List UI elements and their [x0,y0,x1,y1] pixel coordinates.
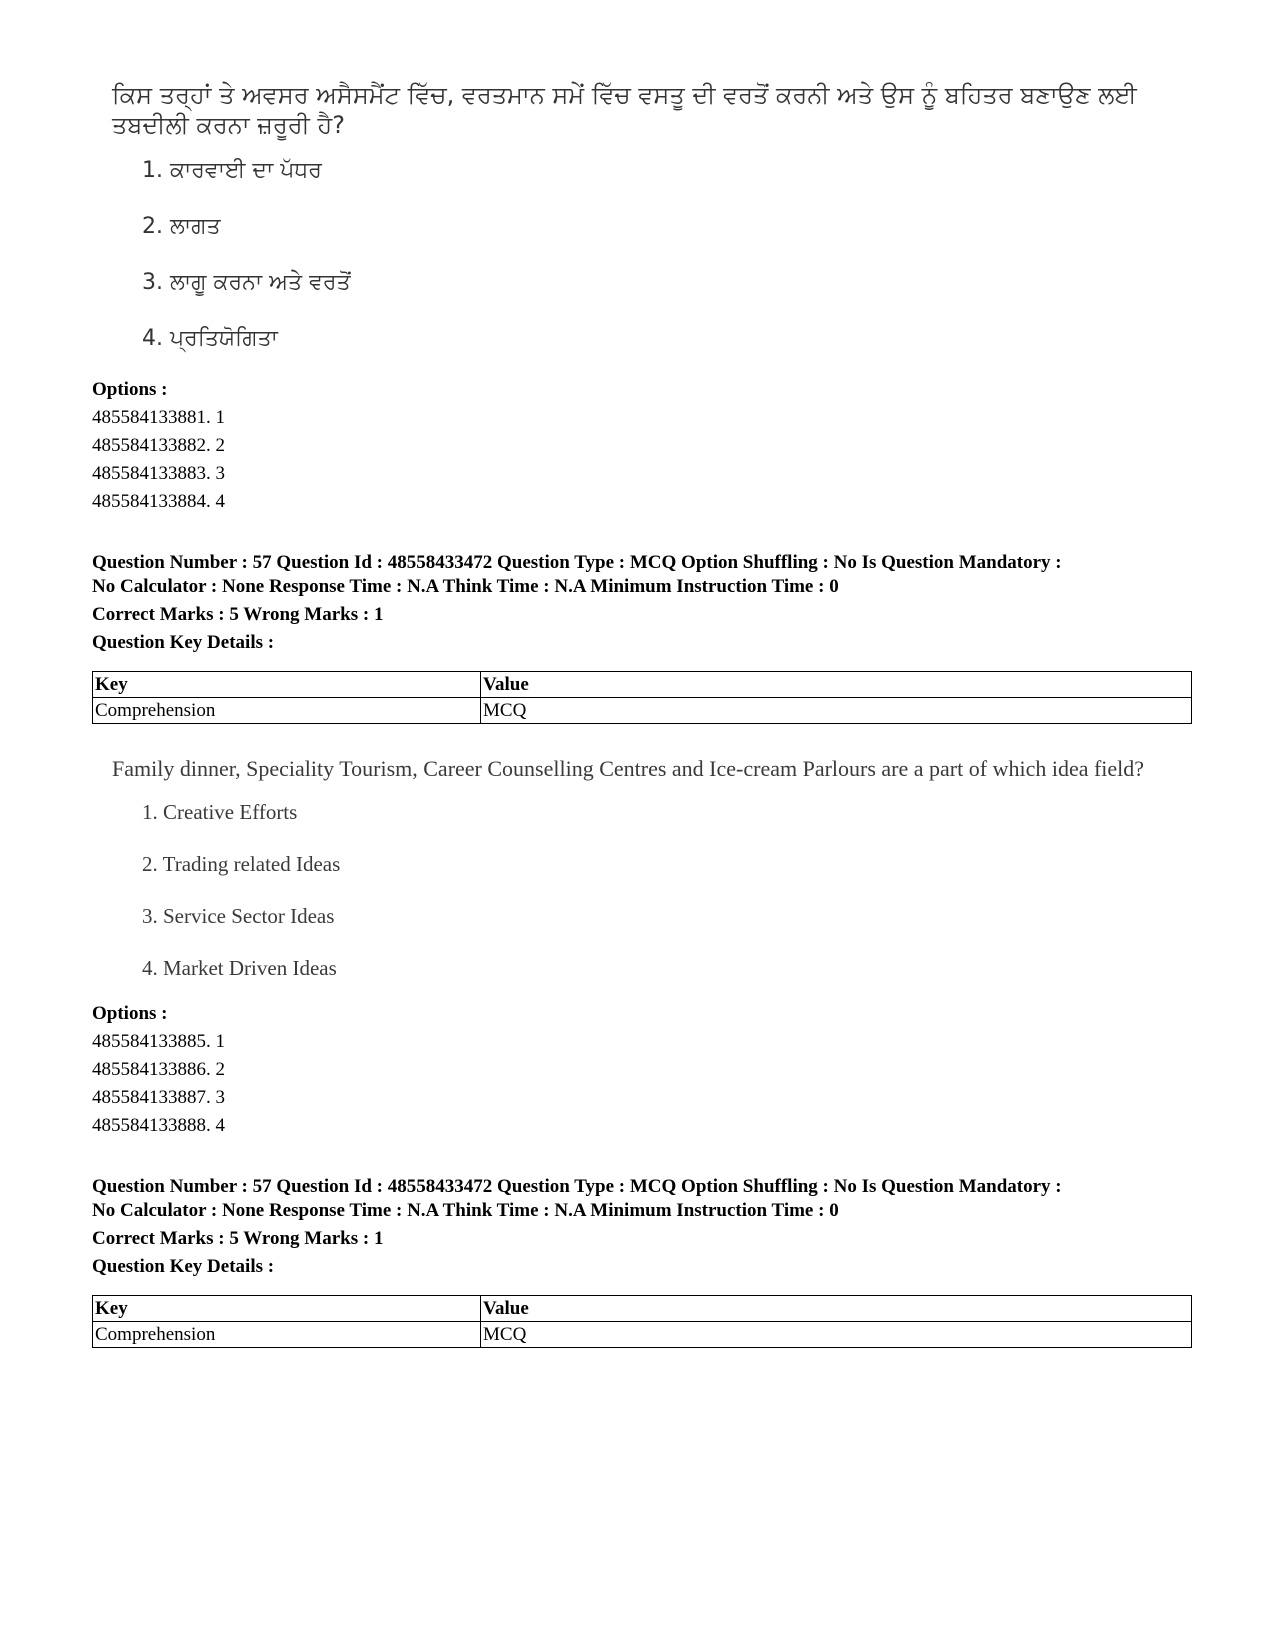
table-header-value: Value [481,672,1192,698]
choice-item: 2. ਲਾਗਤ [142,214,221,239]
table-header-key: Key [93,1296,481,1322]
option-item: 485584133883. 3 [92,463,225,484]
question-image-punjabi [92,80,1182,366]
meta-line: No Calculator : None Response Time : N.A Think Time : N.A Minimum Instruction Time : 0 [92,576,839,597]
table-header-key: Key [93,672,481,698]
key-details-label: Question Key Details : [92,1256,275,1277]
table-header-row [93,672,1192,698]
option-item: 485584133888. 4 [92,1115,225,1136]
table-row [93,1322,1192,1348]
option-item: 485584133887. 3 [92,1087,225,1108]
option-item: 485584133884. 4 [92,491,225,512]
choice-item: 1. Creative Efforts [142,800,298,824]
meta-line: Question Number : 57 Question Id : 48558433472 Question Type : MCQ Option Shuffling : No Is Question Mandatory : [92,1176,1062,1197]
table-cell-key: Comprehension [93,1322,481,1348]
table-cell-value: MCQ [481,1322,1192,1348]
option-item: 485584133881. 1 [92,407,225,428]
question-text: Family dinner, Speciality Tourism, Career Counselling Centres and Ice-cream Parlours are a part of which idea field? [112,756,1145,781]
marks-line: Correct Marks : 5 Wrong Marks : 1 [92,604,384,625]
table-cell-value: MCQ [481,698,1192,724]
meta-line: Question Number : 57 Question Id : 48558433472 Question Type : MCQ Option Shuffling : No Is Question Mandatory : [92,552,1062,573]
choice-item: 4. Market Driven Ideas [142,956,337,980]
table-cell-key: Comprehension [93,698,481,724]
choice-item: 4. ਪ੍ਰਤਿਯੋਗਿਤਾ [142,326,278,351]
table-row [93,698,1192,724]
meta-line: No Calculator : None Response Time : N.A Think Time : N.A Minimum Instruction Time : 0 [92,1200,839,1221]
question-text: ਕਿਸ ਤਰ੍ਹਾਂ ਤੇ ਅਵਸਰ ਅਸੈਸਮੈਂਟ ਵਿੱਚ, ਵਰਤਮਾਨ ਸਮੇਂ ਵਿੱਚ ਵਸਤੂ ਦੀ ਵਰਤੋਂ ਕਰਨੀ ਅਤੇ ਉਸ ਨੂੰ ਬਹਿਤਰ ਬਣਾਉਣ ਲਈ ਤਬਦੀਲੀ ਕਰਨਾ ਜ਼ਰੂਰੀ ਹੈ? [112,81,1137,139]
option-item: 485584133886. 2 [92,1059,225,1080]
question-meta [92,1175,1202,1279]
key-details-table [92,671,1192,724]
question-meta [92,551,1202,655]
choice-item: 3. ਲਾਗੂ ਕਰਨਾ ਅਤੇ ਵਰਤੋਂ [142,270,351,295]
choice-item: 3. Service Sector Ideas [142,904,335,928]
key-details-table [92,1295,1192,1348]
marks-line: Correct Marks : 5 Wrong Marks : 1 [92,1228,384,1249]
option-item: 485584133885. 1 [92,1031,225,1052]
choice-list [92,158,1182,366]
options-label: Options : [92,379,168,400]
table-header-value: Value [481,1296,1192,1322]
options-block [92,376,225,516]
option-item: 485584133882. 2 [92,435,225,456]
key-details-label: Question Key Details : [92,632,275,653]
choice-item: 2. Trading related Ideas [142,852,341,876]
options-block [92,1000,225,1140]
question-image-english [92,755,1182,992]
options-label: Options : [92,1003,168,1024]
table-header-row [93,1296,1192,1322]
choice-list [92,800,1182,992]
choice-item: 1. ਕਾਰਵਾਈ ਦਾ ਪੱਧਰ [142,158,322,183]
